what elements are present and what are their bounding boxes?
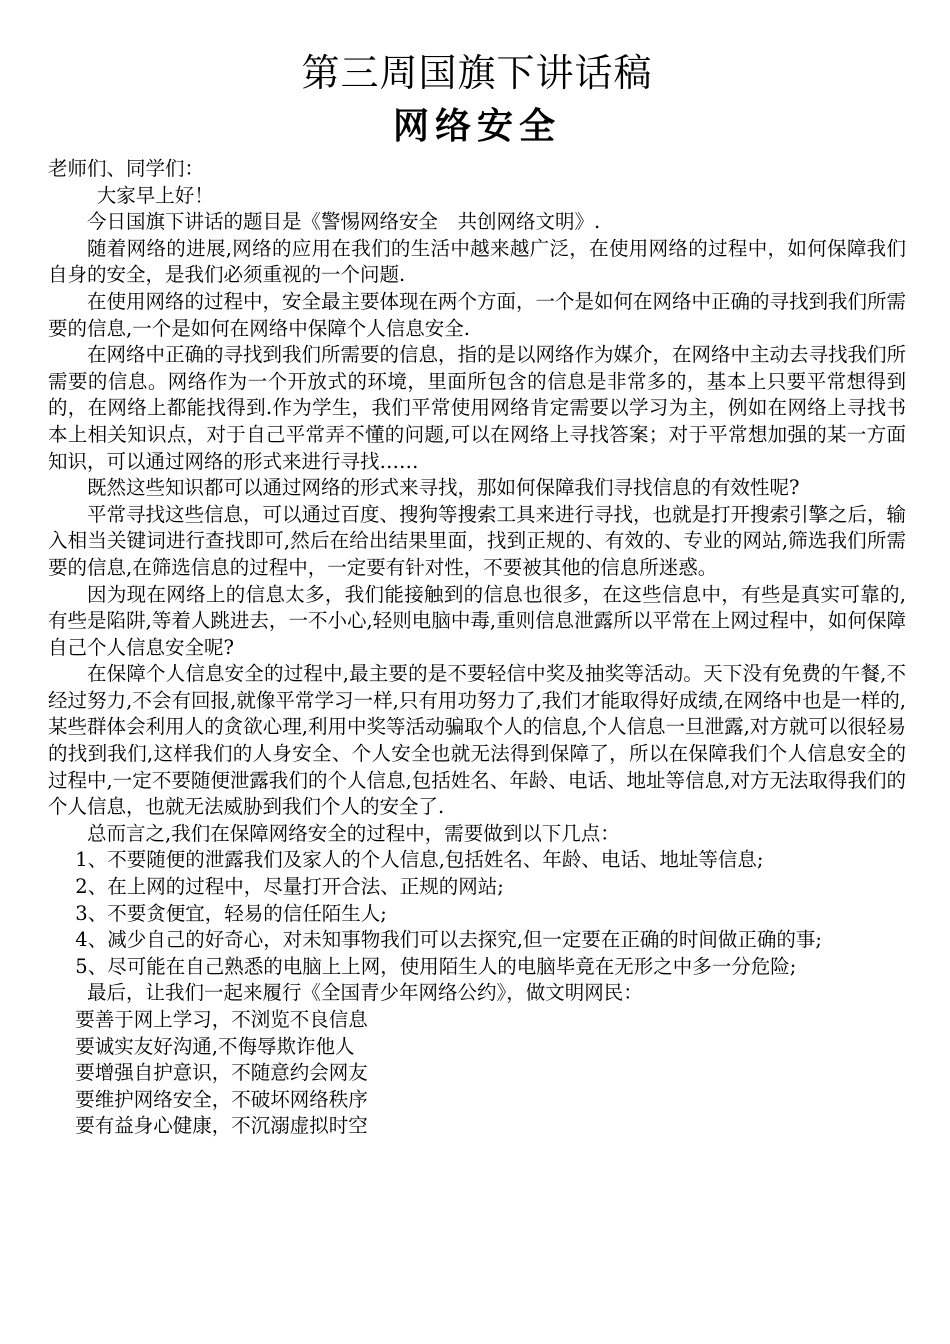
pledge-item: 要有益身心健康，不沉溺虚拟时空 [75, 1114, 368, 1138]
paragraph: 总而言之,我们在保障网络安全的过程中，需要做到以下几点： [87, 821, 620, 845]
paragraph: 在网络中正确的寻找到我们所需要的信息，指的是以网络作为媒介，在网络中主动去寻找我们所需要的信息。网络作为一个开放式的环境，里面所包含的信息是非常多的，基本上只要平常想得到的，在网络上都能找得到.作为学生，我们平常使用网络肯定需要以学习为主，例如在网络上寻找书本上相关知识点，对于自己平常弄不懂的问题,可以在网络上寻找答案；对于平常想加强的某一方面知识，可以通过网络的形式来进行寻找…… [48, 343, 907, 473]
paragraph: 既然这些知识都可以通过网络的形式来寻找，那如何保障我们寻找信息的有效性呢? [87, 476, 800, 500]
list-item: 2、在上网的过程中，尽量打开合法、正规的网站; [75, 875, 504, 899]
paragraph: 今日国旗下讲话的题目是《警惕网络安全 共创网络文明》. [87, 210, 601, 234]
list-item: 5、尽可能在自己熟悉的电脑上上网，使用陌生人的电脑毕竟在无形之中多一分危险; [75, 954, 797, 978]
greeting: 大家早上好！ [96, 183, 214, 207]
list-item: 1、不要随便的泄露我们及家人的个人信息,包括姓名、年龄、电话、地址等信息; [75, 848, 764, 872]
document-subtitle: 网络安全 [392, 105, 561, 147]
pledge-item: 要维护网络安全，不破坏网络秩序 [75, 1087, 368, 1111]
paragraph: 在使用网络的过程中，安全最主要体现在两个方面，一个是如何在网络中正确的寻找到我们所需要的信息,一个是如何在网络中保障个人信息安全. [48, 289, 907, 340]
pledge-item: 要善于网上学习，不浏览不良信息 [75, 1008, 368, 1031]
document-title: 第三周国旗下讲话稿 [301, 51, 653, 95]
paragraph: 在保障个人信息安全的过程中,最主要的是不要轻信中奖及抽奖等活动。天下没有免费的午餐,不经过努力,不会有回报,就像平常学习一样,只有用功努力了,我们才能取得好成绩,在网络中也是一样的,某些群体会利用人的贪欲心理,利用中奖等活动骗取个人的信息,个人信息一旦泄露,对方就可以很轻易的找到我们,这样我们的人身安全、个人安全也就无法得到保障了，所以在保障我们个人信息安全的过程中,一定不要随便泄露我们的个人信息,包括姓名、年龄、电话、地址等信息,对方无法取得我们的个人信息，也就无法威胁到我们个人的安全了. [48, 662, 906, 819]
paragraph: 随着网络的进展,网络的应用在我们的生活中越来越广泛，在使用网络的过程中，如何保障我们自身的安全，是我们必须重视的一个问题. [48, 236, 906, 287]
speech-body [48, 156, 906, 1140]
safety-points-list [48, 847, 906, 980]
document-page [48, 48, 906, 1140]
paragraph: 平常寻找这些信息，可以通过百度、搜狗等搜索工具来进行寻找，也就是打开搜索引擎之后，输入相当关键词进行查找即可,然后在给出结果里面，找到正规的、有效的、专业的网站,筛选我们所需要的信息,在筛选信息的过程中，一定要有针对性，不要被其他的信息所迷惑。 [48, 502, 907, 579]
salutation: 老师们、同学们： [48, 157, 205, 180]
paragraph: 因为现在网络上的信息太多，我们能接触到的信息也很多，在这些信息中，有些是真实可靠的,有些是陷阱,等着人跳进去，一不小心,轻则电脑中毒,重则信息泄露所以平常在上网过程中，如何保障自己个人信息安全呢? [48, 582, 906, 659]
pledge-item: 要增强自护意识，不随意约会网友 [75, 1061, 368, 1085]
list-item: 3、不要贪便宜，轻易的信任陌生人; [75, 901, 387, 925]
list-item: 4、减少自己的好奇心，对未知事物我们可以去探究,但一定要在正确的时间做正确的事; [75, 928, 822, 952]
closing-paragraph: 最后，让我们一起来履行《全国青少年网络公约》，做文明网民： [87, 981, 643, 1005]
pledge-item: 要诚实友好沟通,不侮辱欺诈他人 [75, 1034, 355, 1058]
pledge-list [48, 1007, 906, 1140]
